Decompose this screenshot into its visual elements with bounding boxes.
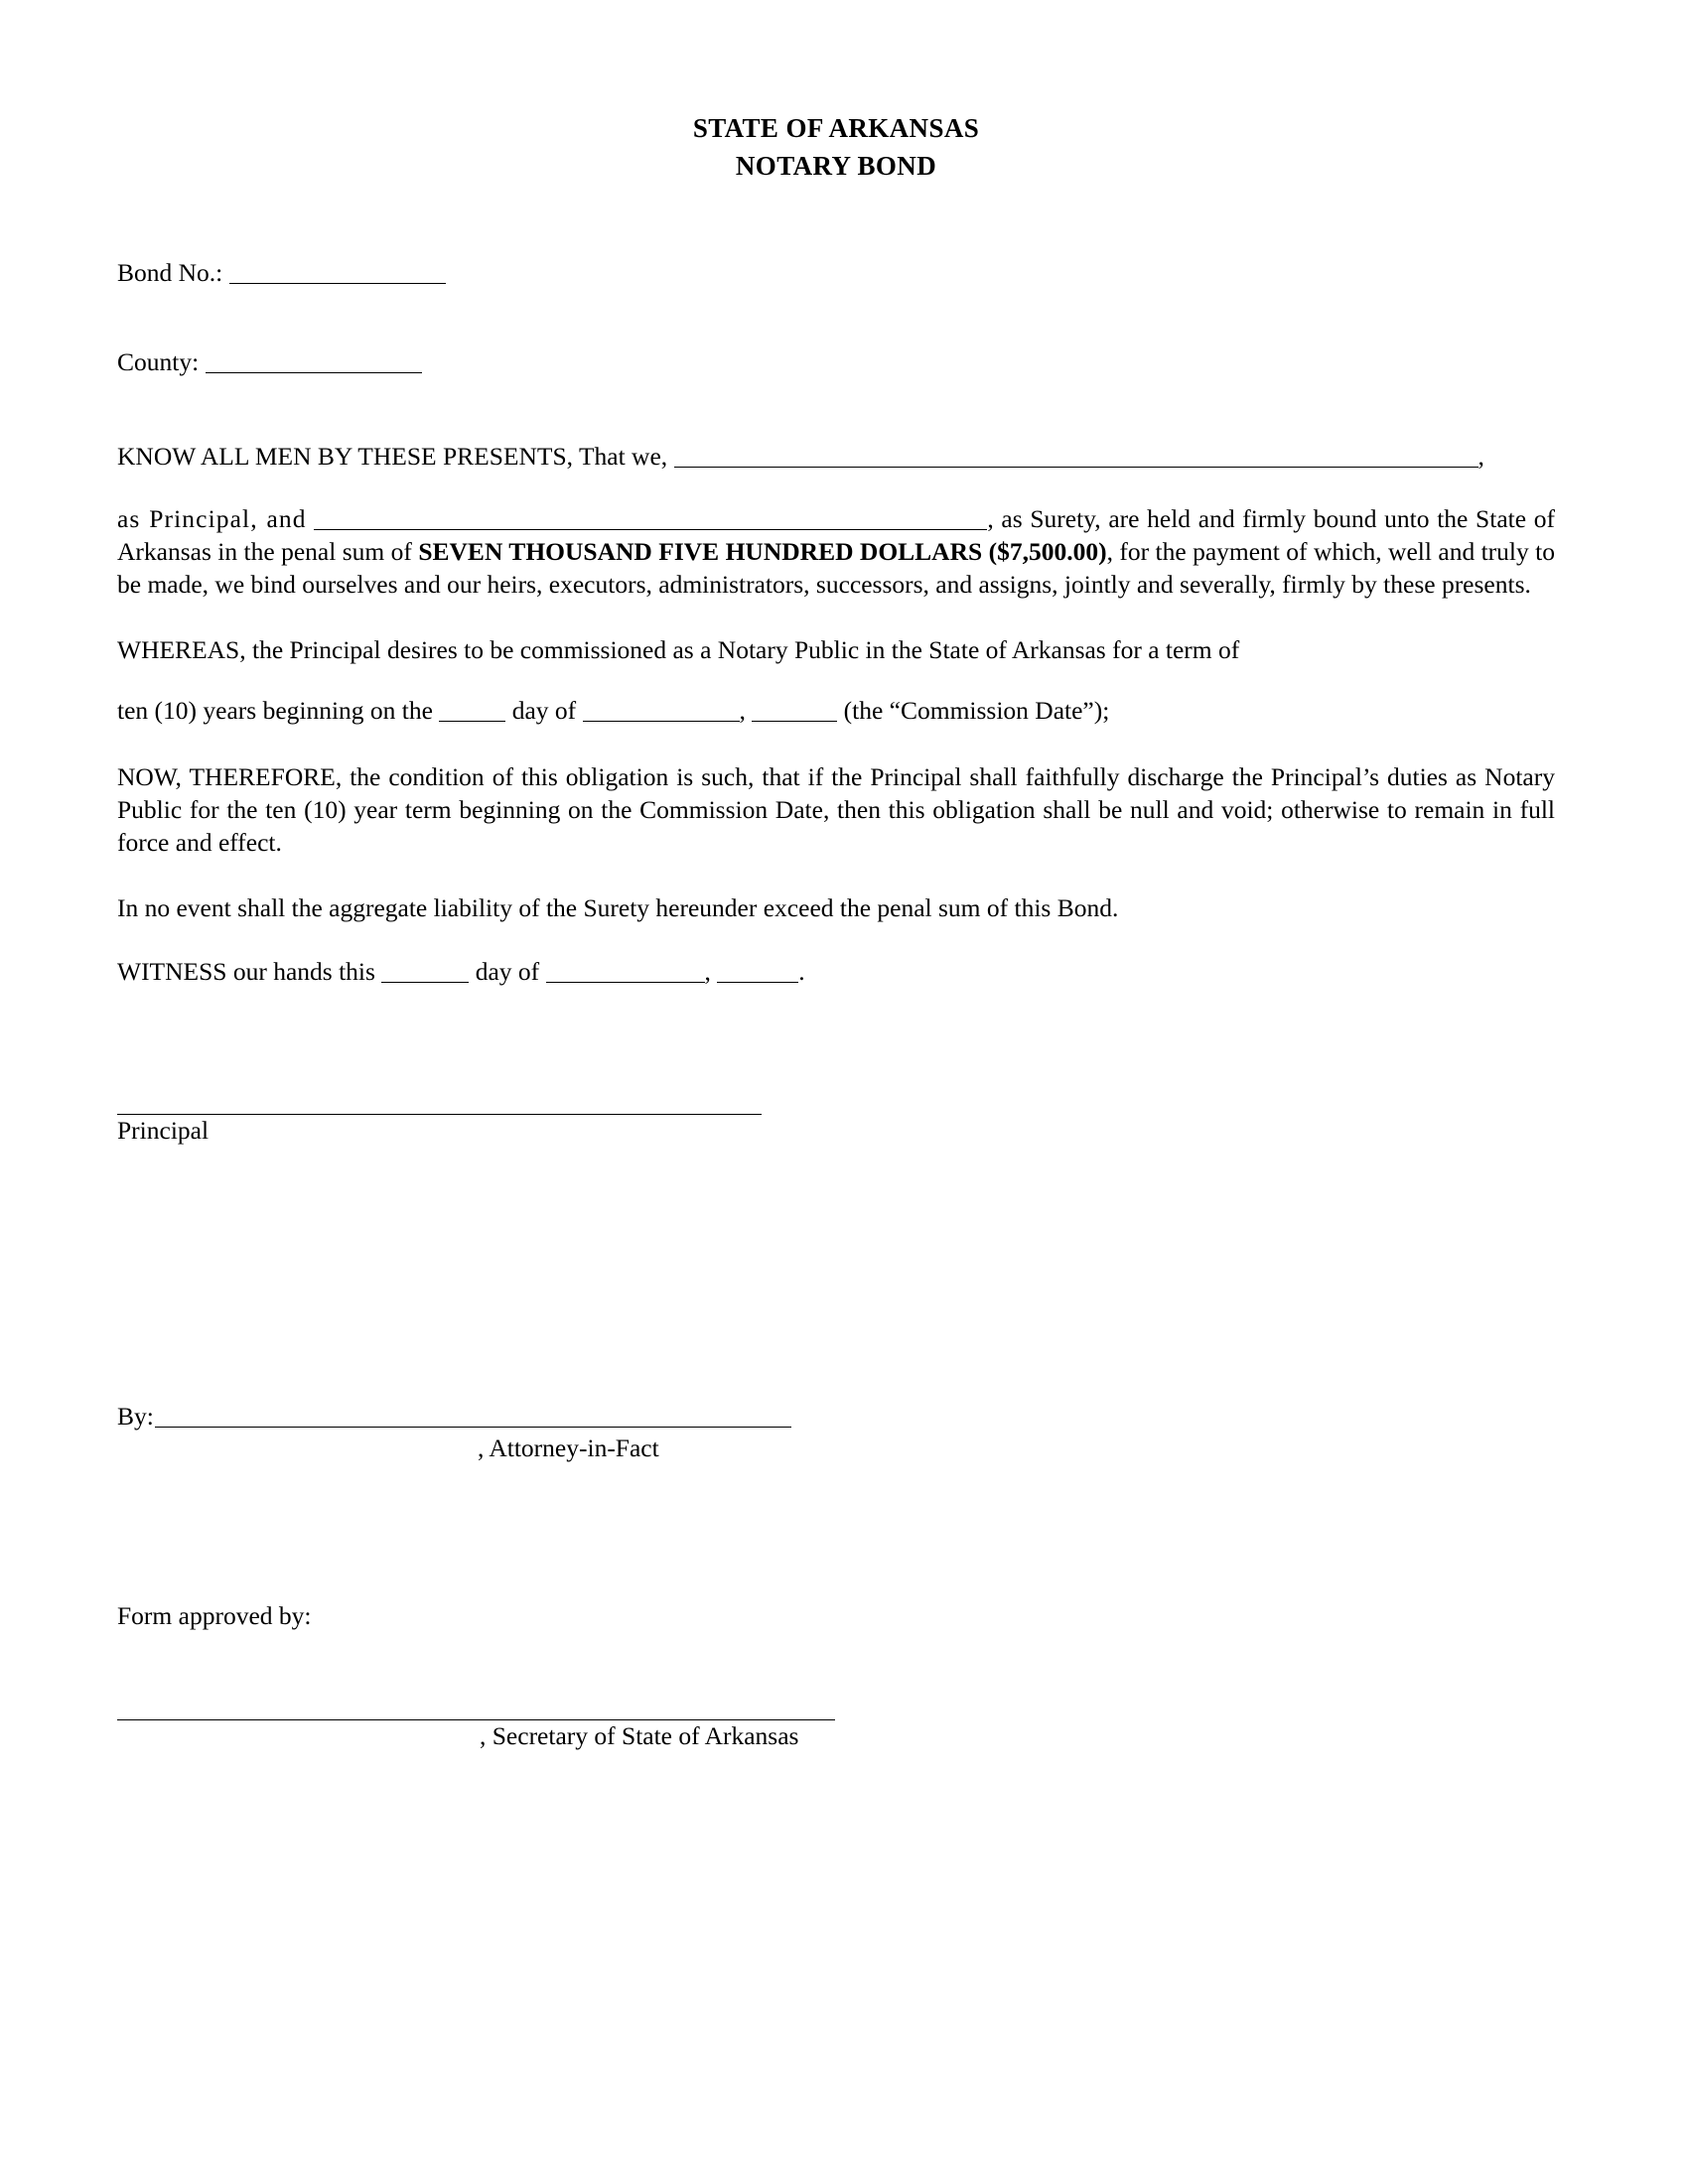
witness-year-input[interactable] (717, 960, 798, 983)
county-row (117, 345, 1555, 378)
witness-prefix: WITNESS our hands this (117, 957, 375, 986)
witness-comma: , (704, 957, 711, 986)
principal-signature-caption: Principal (117, 1116, 210, 1145)
by-row (117, 1400, 1555, 1433)
know-all-men-comma: , (1477, 442, 1484, 471)
aggregate-liability-paragraph (117, 891, 1555, 924)
document-title (117, 109, 1555, 185)
form-approved-text: Form approved by: (117, 1601, 312, 1630)
term-line-comma: , (739, 696, 746, 725)
bond-no-row (117, 256, 1555, 289)
whereas-text: WHEREAS, the Principal desires to be commissioned as a Notary Public in the State of Arkansas for a term of (117, 635, 1240, 664)
know-all-men-row (117, 440, 1555, 473)
commission-month-input[interactable] (583, 699, 740, 722)
county-input[interactable] (206, 350, 422, 373)
witness-row (117, 955, 1555, 988)
commission-year-input[interactable] (752, 699, 837, 722)
as-principal-label: as Principal, and (117, 504, 307, 533)
attorney-in-fact-signature-input[interactable] (155, 1405, 791, 1428)
penal-sum-comma: , (1106, 537, 1113, 566)
know-all-men-text: KNOW ALL MEN BY THESE PRESENTS, That we, (117, 442, 668, 471)
witness-day-of: day of (475, 957, 540, 986)
payment-clause-text: for the payment of which, well and truly to be made, we bind ourselves and our heirs, executors, administrators, successors, and assigns, jointly and severally, firmly by these presents. (117, 537, 1556, 599)
term-line-day-of: day of (511, 696, 577, 725)
commission-day-input[interactable] (439, 699, 505, 722)
attorney-in-fact-caption: , Attorney-in-Fact (478, 1433, 659, 1462)
aggregate-liability-text: In no event shall the aggregate liability of the Surety hereunder exceed the penal sum of this Bond. (117, 893, 1119, 922)
now-therefore-text: NOW, THEREFORE, the condition of this obligation is such, that if the Principal shall faithfully discharge the Principal’s duties as Notary Public for the ten (10) year term beginning on the Commission Date, then this obligation shall be null and void; otherwise to remain in full force and effect. (117, 762, 1555, 857)
secretary-of-state-caption: , Secretary of State of Arkansas (480, 1721, 799, 1750)
bond-no-label: Bond No.: (117, 258, 223, 287)
surety-name-input[interactable] (314, 507, 987, 530)
surety-paragraph (117, 502, 1555, 601)
firmly-bound-text: firmly bound unto the State of Arkansas in the penal sum of (117, 504, 1555, 566)
document-content (117, 0, 1555, 1752)
now-therefore-paragraph (117, 760, 1555, 859)
term-line-row (117, 694, 1555, 727)
term-line-prefix: ten (10) years beginning on the (117, 696, 433, 725)
penal-sum-amount: SEVEN THOUSAND FIVE HUNDRED DOLLARS ($7,500.00) (418, 537, 1107, 566)
bond-no-input[interactable] (229, 261, 446, 284)
witness-day-input[interactable] (381, 960, 469, 983)
county-label: County: (117, 347, 200, 376)
by-label: By: (117, 1402, 154, 1431)
title-line-state: STATE OF ARKANSAS (692, 113, 980, 143)
witness-period: . (798, 957, 805, 986)
principal-name-input[interactable] (674, 445, 1478, 468)
whereas-paragraph (117, 633, 1555, 666)
as-surety-text: , as Surety, are held and (987, 504, 1235, 533)
title-line-bond: NOTARY BOND (735, 151, 937, 181)
witness-month-input[interactable] (546, 960, 705, 983)
form-approved-label (117, 1599, 1555, 1632)
commission-date-note: (the “Commission Date”); (843, 696, 1110, 725)
